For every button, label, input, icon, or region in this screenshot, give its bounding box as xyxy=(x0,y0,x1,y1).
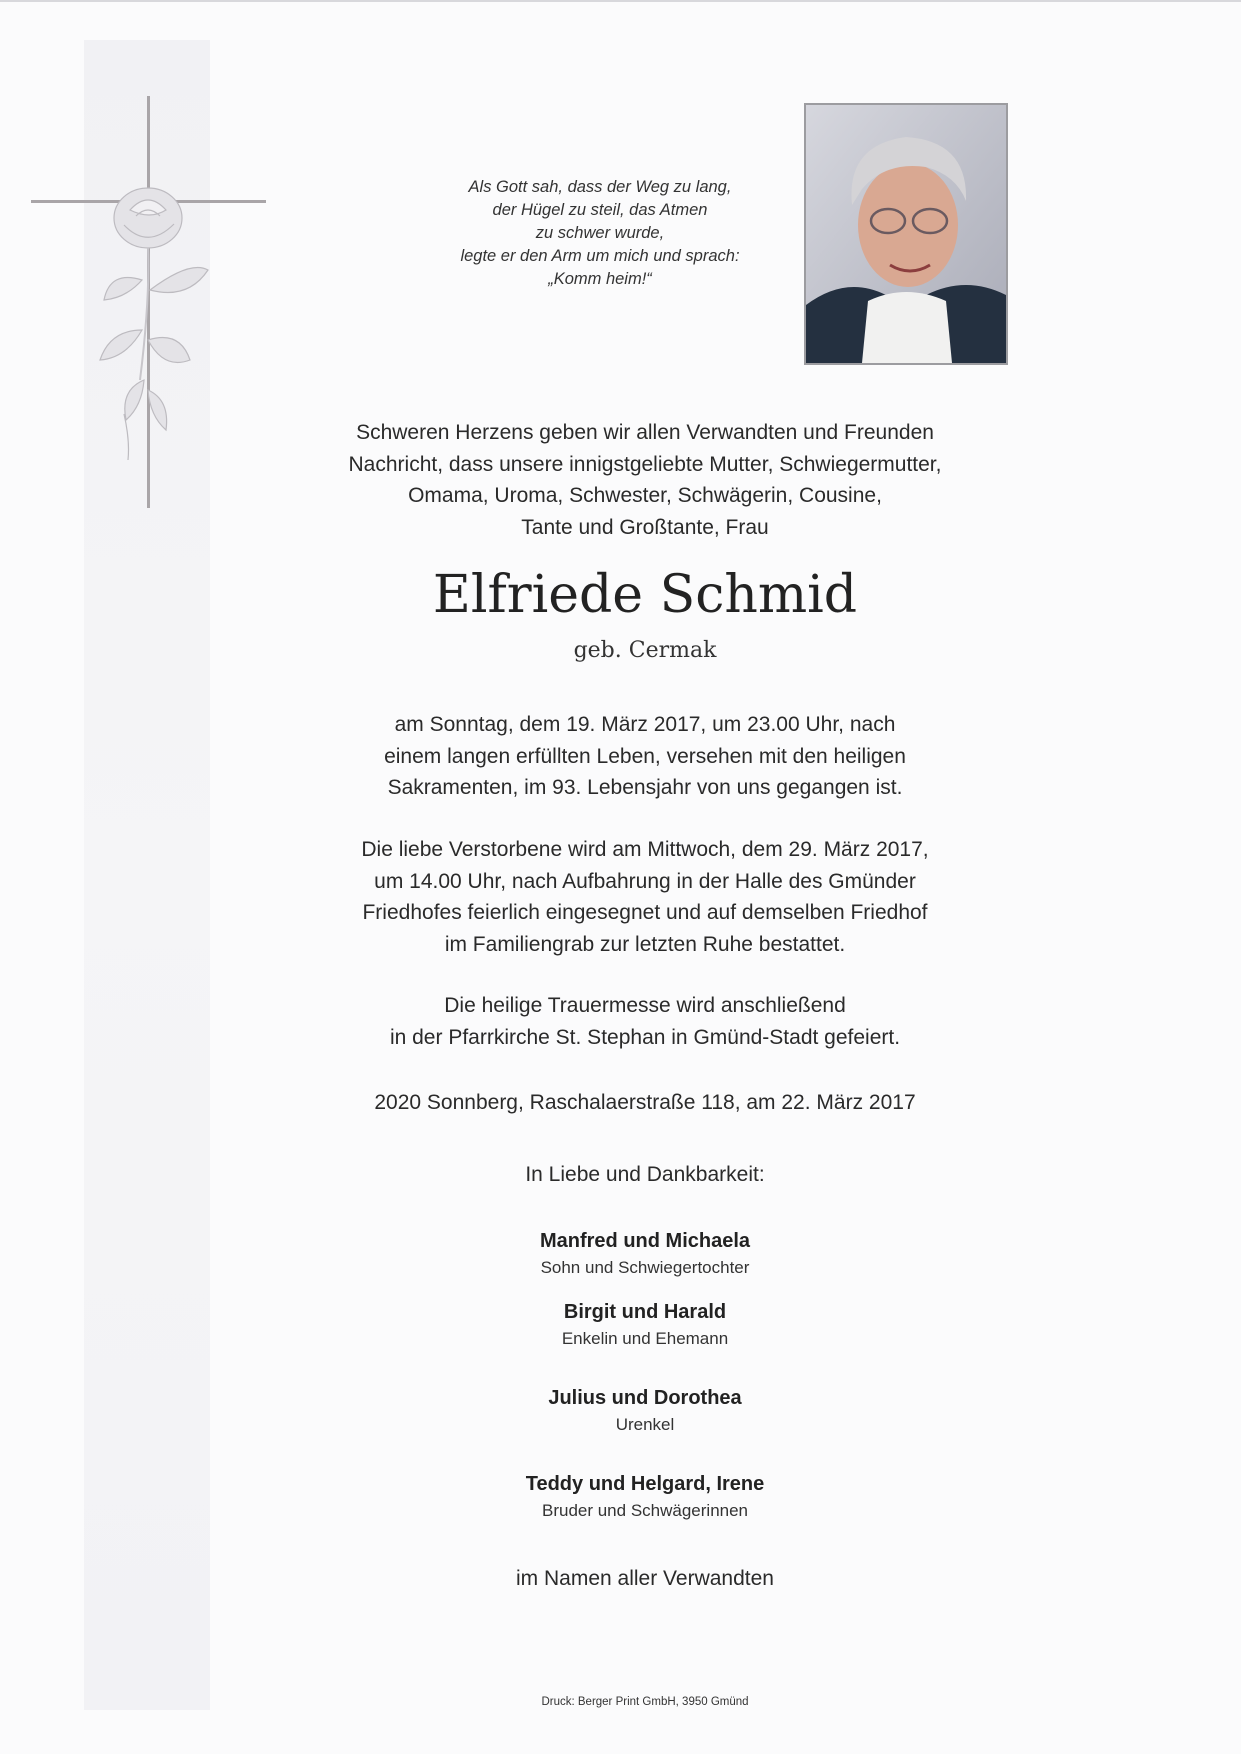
death-notice-paragraph xyxy=(280,709,1010,804)
maiden-name: geb. Cermak xyxy=(573,638,717,663)
intro-line: Omama, Uroma, Schwester, Schwägerin, Cousine, xyxy=(408,484,882,507)
poem-line: zu schwer wurde, xyxy=(535,224,665,242)
signoff-line xyxy=(280,1563,1010,1595)
intro-paragraph xyxy=(290,417,1000,543)
mourner-relation: Bruder und Schwägerinnen xyxy=(541,1501,749,1520)
poem-line: „Komm heim!“ xyxy=(548,270,652,288)
mass-line: in der Pfarrkirche St. Stephan in Gmünd-Stadt gefeiert. xyxy=(389,1025,901,1049)
mass-paragraph xyxy=(280,990,1010,1053)
mourner-name: Manfred und Michaela xyxy=(539,1230,751,1252)
place-date-text: 2020 Sonnberg, Raschalaerstraße 118, am 22. März 2017 xyxy=(374,1091,916,1114)
funeral-line: Die liebe Verstorbene wird am Mittwoch, dem 29. März 2017, xyxy=(361,838,929,861)
mass-line: Die heilige Trauermesse wird anschließend xyxy=(444,994,846,1017)
printer-imprint: Druck: Berger Print GmbH, 3950 Gmünd xyxy=(541,1696,749,1708)
mourner-name: Julius und Dorothea xyxy=(548,1387,742,1409)
poem-verse xyxy=(420,176,780,291)
poem-line: legte er den Arm um mich und sprach: xyxy=(460,247,740,265)
portrait-image xyxy=(806,105,1006,363)
poem-line: Als Gott sah, dass der Weg zu lang, xyxy=(468,178,732,196)
intro-line: Nachricht, dass unsere innigstgeliebte Mutter, Schwiegermutter, xyxy=(348,452,942,476)
place-and-date xyxy=(280,1087,1010,1119)
closing-line xyxy=(280,1159,1010,1191)
mourner-name: Birgit und Harald xyxy=(563,1301,727,1323)
intro-line: Schweren Herzens geben wir allen Verwandten und Freunden xyxy=(356,421,934,444)
portrait-photo xyxy=(804,103,1008,365)
page-top-edge xyxy=(0,0,1241,2)
intro-line: Tante und Großtante, Frau xyxy=(521,515,769,539)
mourner-relation: Sohn und Schwiegertochter xyxy=(540,1258,750,1277)
poem-line: der Hügel zu steil, das Atmen xyxy=(492,201,708,219)
death-notice-line: am Sonntag, dem 19. März 2017, um 23.00 Uhr, nach xyxy=(394,713,896,736)
funeral-line: Friedhofes feierlich eingesegnet und auf demselben Friedhof xyxy=(362,901,928,924)
funeral-line: um 14.00 Uhr, nach Aufbahrung in der Halle des Gmünder xyxy=(374,869,916,893)
signoff-text: im Namen aller Verwandten xyxy=(516,1567,774,1590)
funeral-paragraph xyxy=(280,834,1010,960)
death-notice-line: Sakramenten, im 93. Lebensjahr von uns gegangen ist. xyxy=(387,776,903,799)
death-notice-line: einem langen erfüllten Leben, versehen mit den heiligen xyxy=(384,744,906,768)
mourner-relation: Urenkel xyxy=(615,1415,675,1434)
funeral-line: im Familiengrab zur letzten Ruhe bestattet. xyxy=(444,932,846,956)
rose-icon xyxy=(90,180,230,480)
mourner-relation: Enkelin und Ehemann xyxy=(561,1329,729,1348)
closing-text: In Liebe und Dankbarkeit: xyxy=(525,1163,765,1186)
mourner-name: Teddy und Helgard, Irene xyxy=(525,1473,765,1495)
deceased-name: Elfriede Schmid xyxy=(432,565,858,625)
